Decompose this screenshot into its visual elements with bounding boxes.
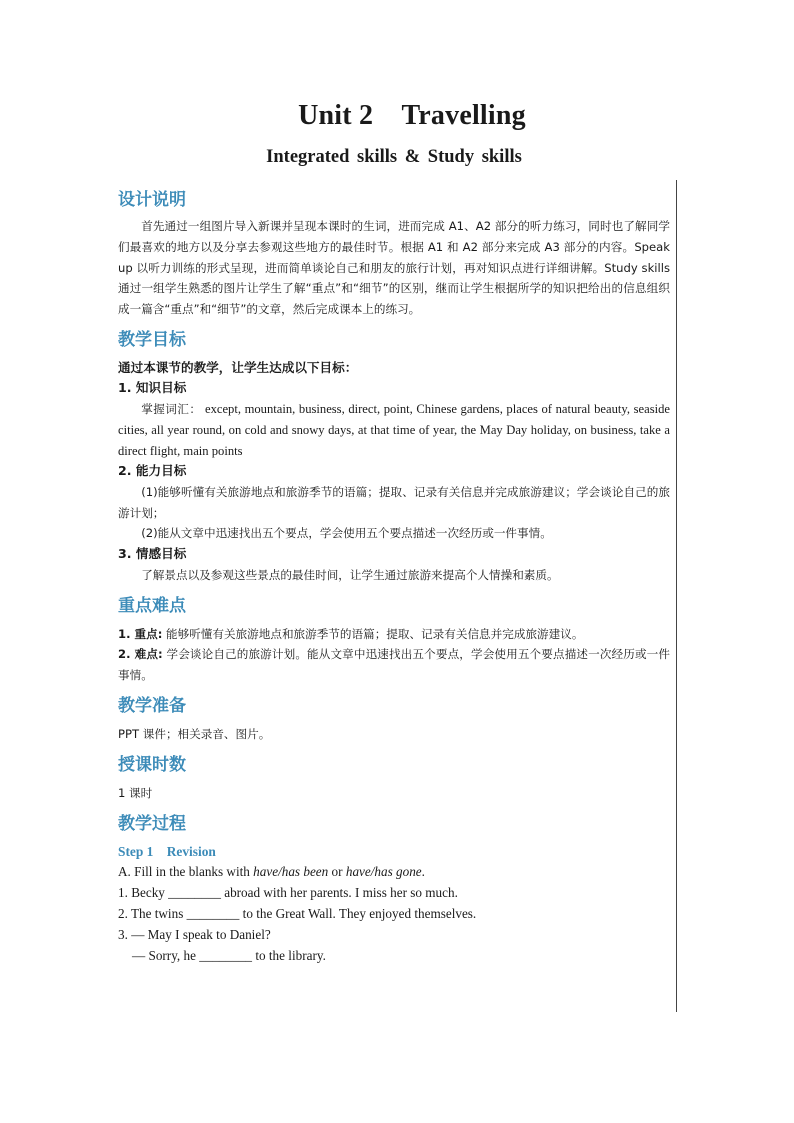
lesson-subtitle: Integrated skills & Study skills [266, 147, 522, 167]
objectives-intro: 通过本课节的教学，让学生达成以下目标： [118, 359, 358, 375]
emotion-label: 3. 情感目标 [118, 546, 187, 562]
section-heading-design: 设计说明 [118, 190, 186, 210]
exercise-question-3-reply: — Sorry, he ________ to the library. [132, 947, 326, 963]
knowledge-vocab: except, mountain, business, direct, point, Chinese gardens, places of natural beauty, seaside cities, all year round, on cold and snowy days, at that time of year, the May Day holiday, on business, take a direct flight, main points [118, 401, 670, 458]
difficult-point-text: 学会谈论自己的旅游计划。能从文章中迅速找出五个要点，学会使用五个要点描述一次经历或一件事情。 [118, 647, 670, 683]
difficult-point [118, 644, 670, 686]
knowledge-prefix: 掌握词汇： [141, 401, 202, 416]
margin-rule [676, 180, 677, 1012]
difficult-point-label: 2. 难点: [118, 647, 163, 662]
exercise-question-3: 3. — May I speak to Daniel? [118, 926, 271, 942]
knowledge-label: 1. 知识目标 [118, 380, 187, 396]
key-point-text: 能够听懂有关旅游地点和旅游季节的语篇；提取、记录有关信息并完成旅游建议。 [162, 626, 584, 641]
step-1-heading: Step 1 Revision [118, 843, 216, 859]
design-paragraph: 首先通过一组图片导入新课并呈现本课时的生词，进而完成 A1、A2 部分的听力练习，同时也了解同学们最喜欢的地方以及分享去参观这些地方的最佳时节。根据 A1 和 A2 部分来完成 A3 部分的内容。Speak up 以听力训练的形式呈现，进而简单谈论自己和朋友的旅行计划，再对知识点进行详细讲解。Study skills 通过一组学生熟悉的图片让学生了解“重点”和“细节”的区别，继而让学生根据所学的知识把给出的信息组织成一篇含“重点”和“细节”的文章，然后完成课本上的练习。 [118, 219, 670, 317]
instruction-end: . [421, 864, 425, 880]
key-point [118, 624, 670, 645]
unit-title: Unit 2 Travelling [298, 100, 526, 131]
ability-item-1: (1)能够听懂有关旅游地点和旅游季节的语篇；提取、记录有关信息并完成旅游建议；学会谈论自己的旅游计划； [118, 484, 670, 520]
instruction-option-2: have/has gone [345, 864, 422, 880]
exercise-instruction [118, 862, 670, 883]
instruction-option-1: have/has been [253, 864, 329, 880]
instruction-lead: A. Fill in the blanks with [118, 864, 254, 880]
section-heading-keypoints: 重点难点 [118, 595, 186, 616]
key-point-label: 1. 重点: [118, 626, 163, 641]
knowledge-paragraph [118, 399, 670, 461]
section-heading-prep: 教学准备 [118, 695, 186, 716]
section-heading-objectives: 教学目标 [118, 329, 186, 350]
hours-text: 1 课时 [118, 785, 153, 800]
ability-item-2: (2)能从文章中迅速找出五个要点，学会使用五个要点描述一次经历或一件事情。 [141, 526, 552, 541]
instruction-or: or [328, 864, 346, 880]
exercise-question-1: 1. Becky ________ abroad with her parents. I miss her so much. [118, 885, 458, 901]
lesson-content [118, 188, 670, 966]
section-heading-hours: 授课时数 [118, 754, 186, 775]
ability-label: 2. 能力目标 [118, 463, 187, 479]
prep-text: PPT 课件；相关录音、图片。 [118, 726, 271, 741]
emotion-paragraph: 了解景点以及参观这些景点的最佳时间，让学生通过旅游来提高个人情操和素质。 [141, 567, 559, 582]
section-heading-process: 教学过程 [118, 813, 186, 834]
exercise-question-2: 2. The twins ________ to the Great Wall. They enjoyed themselves. [118, 905, 477, 921]
